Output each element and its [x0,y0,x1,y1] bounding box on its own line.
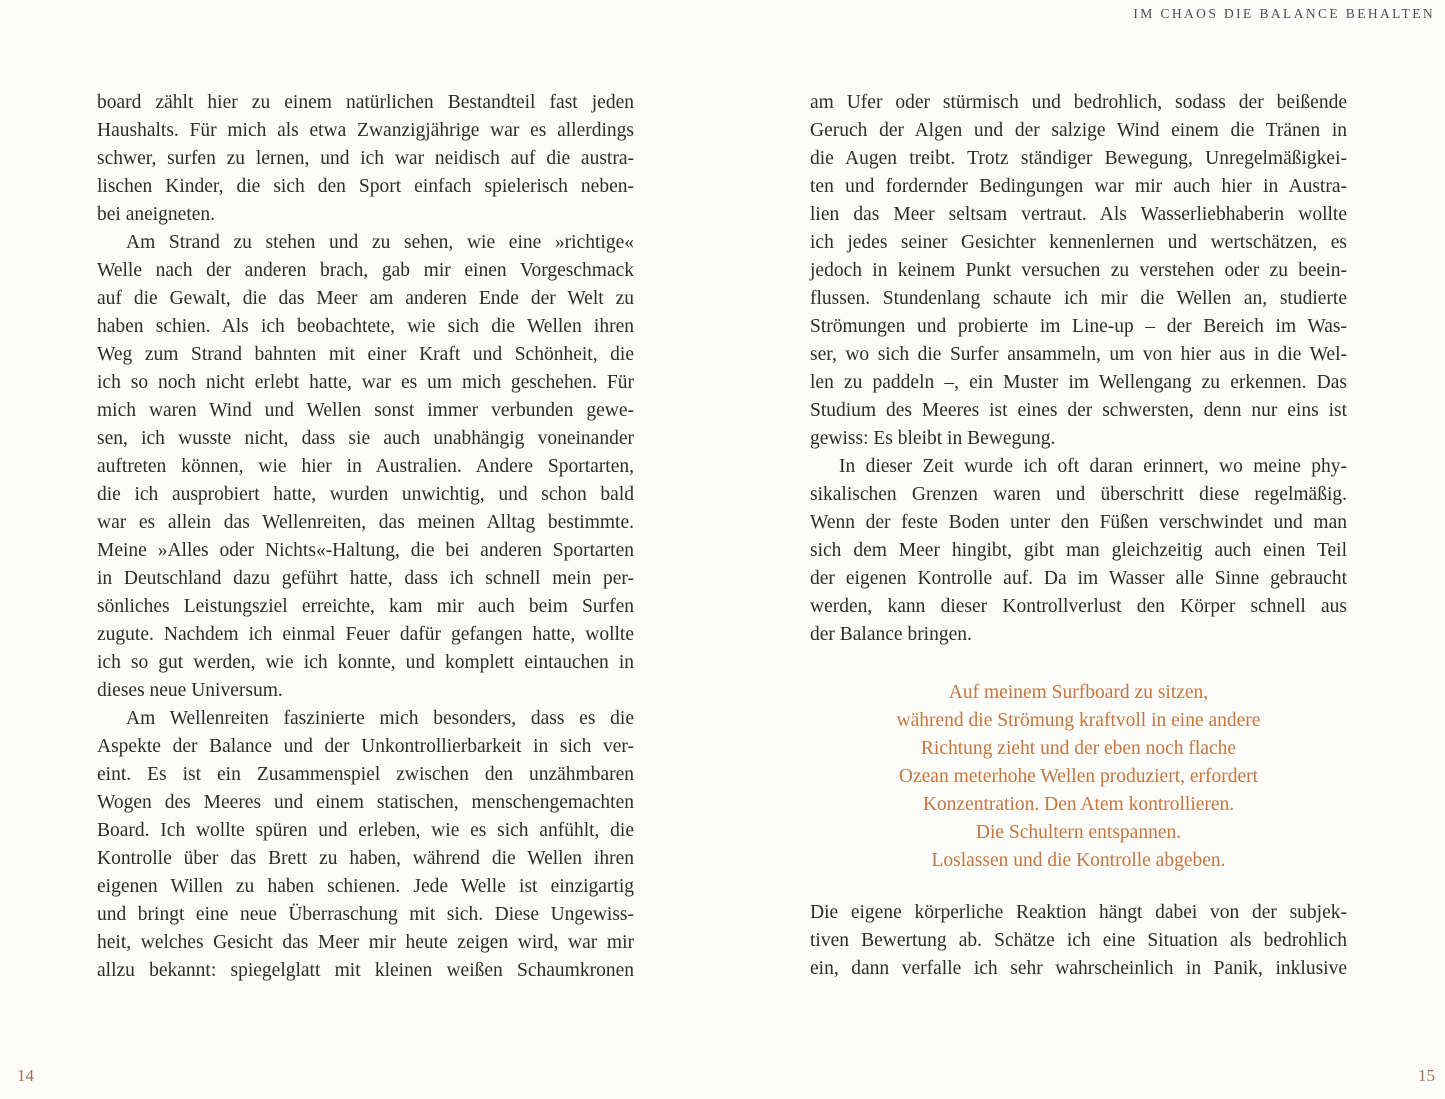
quote-line: Auf meinem Surfboard zu sitzen, [948,682,1209,703]
text-line: sich dem Meer hingibt, gibt man gleichzeitig auch einen Teil [810,540,1347,561]
text-line: dieses neue Universum. [97,680,283,701]
quote-line: Konzentration. Den Atem kontrollieren. [922,794,1235,815]
text-line: auftreten können, wie hier in Australien. Andere Sportarten, [97,456,634,477]
text-line: der Balance bringen. [810,624,972,645]
text-line: Studium des Meeres ist eines der schwersten, denn nur eins ist [810,400,1347,421]
text-line: jedoch in keinem Punkt versuchen zu verstehen oder zu beein- [810,260,1347,281]
text-line: haben schien. Als ich beobachtete, wie sich die Wellen ihren [97,316,634,337]
quote-line: Loslassen und die Kontrolle abgeben. [931,850,1226,871]
right-page-text-column [810,89,1347,983]
text-line: und bringt eine neue Überraschung mit sich. Diese Ungewiss- [97,904,634,925]
page-number-left: 14 [17,1066,34,1085]
text-line: am Ufer oder stürmisch und bedrohlich, sodass der beißende [810,92,1347,113]
text-line: ich so noch nicht erlebt hatte, war es um mich geschehen. Für [97,372,634,393]
text-line: Meine »Alles oder Nichts«-Haltung, die bei anderen Sportarten [97,540,634,561]
text-line: ich jedes seiner Gesichter kennenlernen und wertschätzen, es [810,232,1347,253]
text-line: Weg zum Strand bahnten mit einer Kraft und Schönheit, die [97,344,634,365]
text-line: Welle nach der anderen brach, gab mir einen Vorgeschmack [97,260,634,281]
text-line: die Augen treibt. Trotz ständiger Bewegung, Unregelmäßigkei- [810,148,1347,169]
quote-line: Die Schultern entspannen. [975,822,1182,843]
text-line: eigenen Willen zu haben schienen. Jede Welle ist einzigartig [97,876,634,897]
text-line: sikalischen Grenzen waren und überschritt diese regelmäßig. [810,484,1347,505]
paragraph [810,89,1347,453]
text-line: board zählt hier zu einem natürlichen Bestandteil fast jeden [97,92,634,113]
text-line: Wenn der feste Boden unter den Füßen verschwindet und man [810,512,1347,533]
paragraph [97,89,634,229]
text-line: schwer, surfen zu lernen, und ich war neidisch auf die austra- [97,148,634,169]
text-line: Am Wellenreiten faszinierte mich besonders, dass es die [126,708,634,729]
text-line: ser, wo sich die Surfer ansammeln, um von hier aus in die Wel- [810,344,1347,365]
text-line: auf die Gewalt, die das Meer am anderen Ende der Welt zu [97,288,634,309]
text-line: Wogen des Meeres und einem statischen, menschengemachten [97,792,634,813]
text-line: ten und fordernder Bedingungen war mir auch hier in Austra- [810,176,1347,197]
paragraph [810,453,1347,649]
text-line: Die eigene körperliche Reaktion hängt dabei von der subjek- [810,902,1347,923]
paragraph [810,899,1347,983]
text-line: Aspekte der Balance und der Unkontrollierbarkeit in sich ver- [97,736,634,757]
text-line: der eigenen Kontrolle auf. Da im Wasser alle Sinne gebraucht [810,568,1347,589]
quote-line: Ozean meterhohe Wellen produziert, erfordert [898,766,1259,787]
text-line: werden, kann dieser Kontrollverlust den Körper schnell aus [810,596,1347,617]
text-line: flussen. Stundenlang schaute ich mir die Wellen an, studierte [810,288,1347,309]
text-line: lien das Meer seltsam vertraut. Als Wasserliebhaberin wollte [810,204,1347,225]
running-head-title: IM CHAOS DIE BALANCE BEHALTEN [1133,6,1435,21]
text-line: in Deutschland dazu geführt hatte, dass ich schnell mein per- [97,568,634,589]
text-line: Kontrolle über das Brett zu haben, während die Wellen ihren [97,848,634,869]
text-line: allzu bekannt: spiegelglatt mit kleinen weißen Schaumkronen [97,960,634,981]
text-line: Strömungen und probierte im Line-up – der Bereich im Was- [810,316,1347,337]
text-line: In dieser Zeit wurde ich oft daran erinnert, wo meine phy- [839,456,1347,477]
text-line: lischen Kinder, die sich den Sport einfach spielerisch neben- [97,176,634,197]
text-line: ein, dann verfalle ich sehr wahrscheinlich in Panik, inklusive [810,958,1347,979]
page-number-right: 15 [1418,1066,1435,1085]
quote-line: während die Strömung kraftvoll in eine andere [896,710,1261,731]
text-line: eint. Es ist ein Zusammenspiel zwischen den unzähmbaren [97,764,634,785]
text-line: gewiss: Es bleibt in Bewegung. [810,428,1056,449]
pull-quote [810,679,1347,875]
text-line: len zu paddeln –, ein Muster im Wellengang zu erkennen. Das [810,372,1347,393]
paragraph [97,229,634,705]
text-line: Haushalts. Für mich als etwa Zwanzigjährige war es allerdings [97,120,634,141]
text-line: die ich ausprobiert hatte, wurden unwichtig, und schon bald [97,484,634,505]
text-line: war es allein das Wellenreiten, das meinen Alltag bestimmte. [97,512,634,533]
text-line: mich waren Wind und Wellen sonst immer verbunden gewe- [97,400,634,421]
text-line: heit, welches Gesicht das Meer mir heute zeigen wird, war mir [97,932,634,953]
left-page-text-column [97,89,634,985]
text-line: bei aneigneten. [97,204,216,225]
text-line: ich so gut werden, wie ich konnte, und komplett eintauchen in [97,652,634,673]
text-line: zugute. Nachdem ich einmal Feuer dafür gefangen hatte, wollte [97,624,634,645]
text-line: sönliches Leistungsziel erreichte, kam mir auch beim Surfen [97,596,634,617]
text-line: tiven Bewertung ab. Schätze ich eine Situation als bedrohlich [810,930,1347,951]
text-line: Board. Ich wollte spüren und erleben, wie es sich anfühlt, die [97,820,634,841]
quote-line: Richtung zieht und der eben noch flache [920,738,1237,759]
text-line: Am Strand zu stehen und zu sehen, wie eine »richtige« [126,232,634,253]
paragraph [97,705,634,985]
text-line: Geruch der Algen und der salzige Wind einem die Tränen in [810,120,1347,141]
text-line: sen, ich wusste nicht, dass sie auch unabhängig voneinander [97,428,634,449]
